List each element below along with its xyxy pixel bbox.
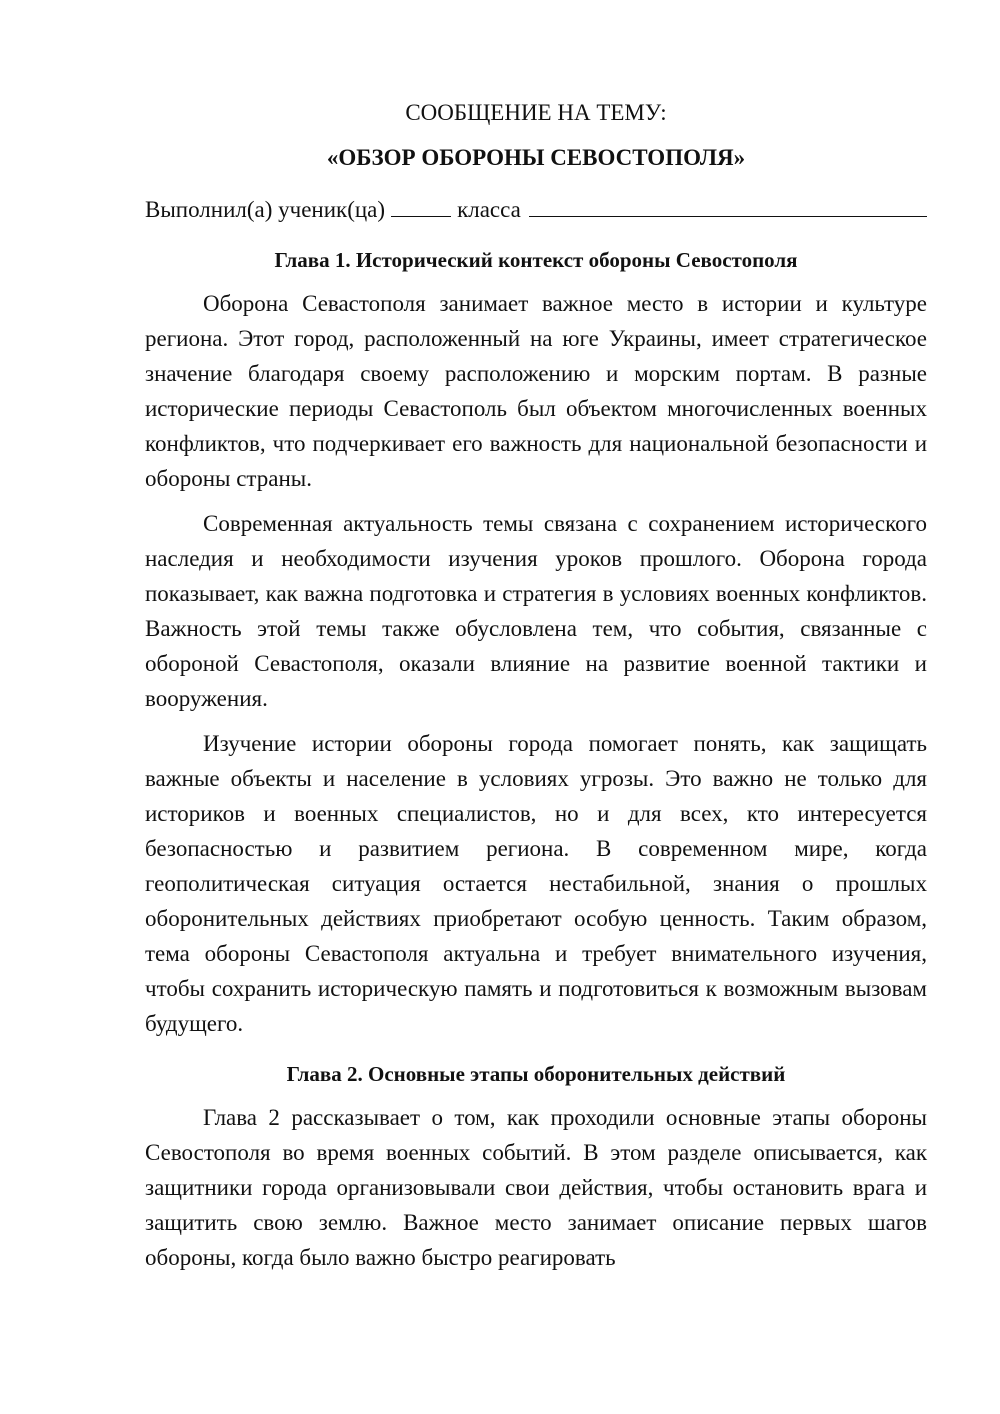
grade-blank xyxy=(391,198,451,217)
author-line xyxy=(145,192,927,227)
title-line-1: СООБЩЕНИЕ НА ТЕМУ: xyxy=(405,100,667,125)
paragraph: Изучение истории обороны города помогает понять, как защищать важные объекты и население в условиях угрозы. Это важно не только для историков и военных специалистов, но и для всех, кто интересуется безопасностью и развитием региона. В современном мире, когда геополитическая ситуация остается нестабильной, знания о прошлых оборонительных действиях приобретают особую ценность. Таким образом, тема обороны Севастополя актуальна и требует внимательного изучения, чтобы сохранить историческую память и подготовиться к возможным вызовам будущего. xyxy=(145,731,927,1036)
title-line-2: «ОБЗОР ОБОРОНЫ СЕВОСТОПОЛЯ» xyxy=(326,145,746,170)
chapter-1 xyxy=(145,243,927,1041)
chapter-2 xyxy=(145,1057,927,1275)
paragraph: Глава 2 рассказывает о том, как проходили основные этапы обороны Севостополя во время военных событий. В этом разделе описывается, как защитники города организовывали свои действия, чтобы остановить врага и защитить свою землю. Важное место занимает описание первых шагов обороны, когда было важно быстро реагировать xyxy=(145,1105,927,1270)
document-page xyxy=(145,95,927,1285)
name-blank xyxy=(529,198,927,217)
author-prefix: Выполнил(а) ученик(ца) xyxy=(145,197,386,222)
paragraph: Оборона Севастополя занимает важное место в истории и культуре региона. Этот город, расположенный на юге Украины, имеет стратегическое значение благодаря своему расположению и морским портам. В разные исторические периоды Севастополь был объектом многочисленных военных конфликтов, что подчеркивает его важность для национальной безопасности и обороны страны. xyxy=(145,291,927,491)
chapter-heading: Глава 1. Исторический контекст обороны Севостополя xyxy=(274,248,798,272)
paragraph: Современная актуальность темы связана с сохранением исторического наследия и необходимости изучения уроков прошлого. Оборона города показывает, как важна подготовка и стратегия в условиях военных конфликтов. Важность этой темы также обусловлена тем, что события, связанные с обороной Севастополя, оказали влияние на развитие военной тактики и вооружения. xyxy=(145,511,927,711)
chapter-heading: Глава 2. Основные этапы оборонительных действий xyxy=(286,1062,786,1086)
author-class-label: класса xyxy=(457,197,521,222)
